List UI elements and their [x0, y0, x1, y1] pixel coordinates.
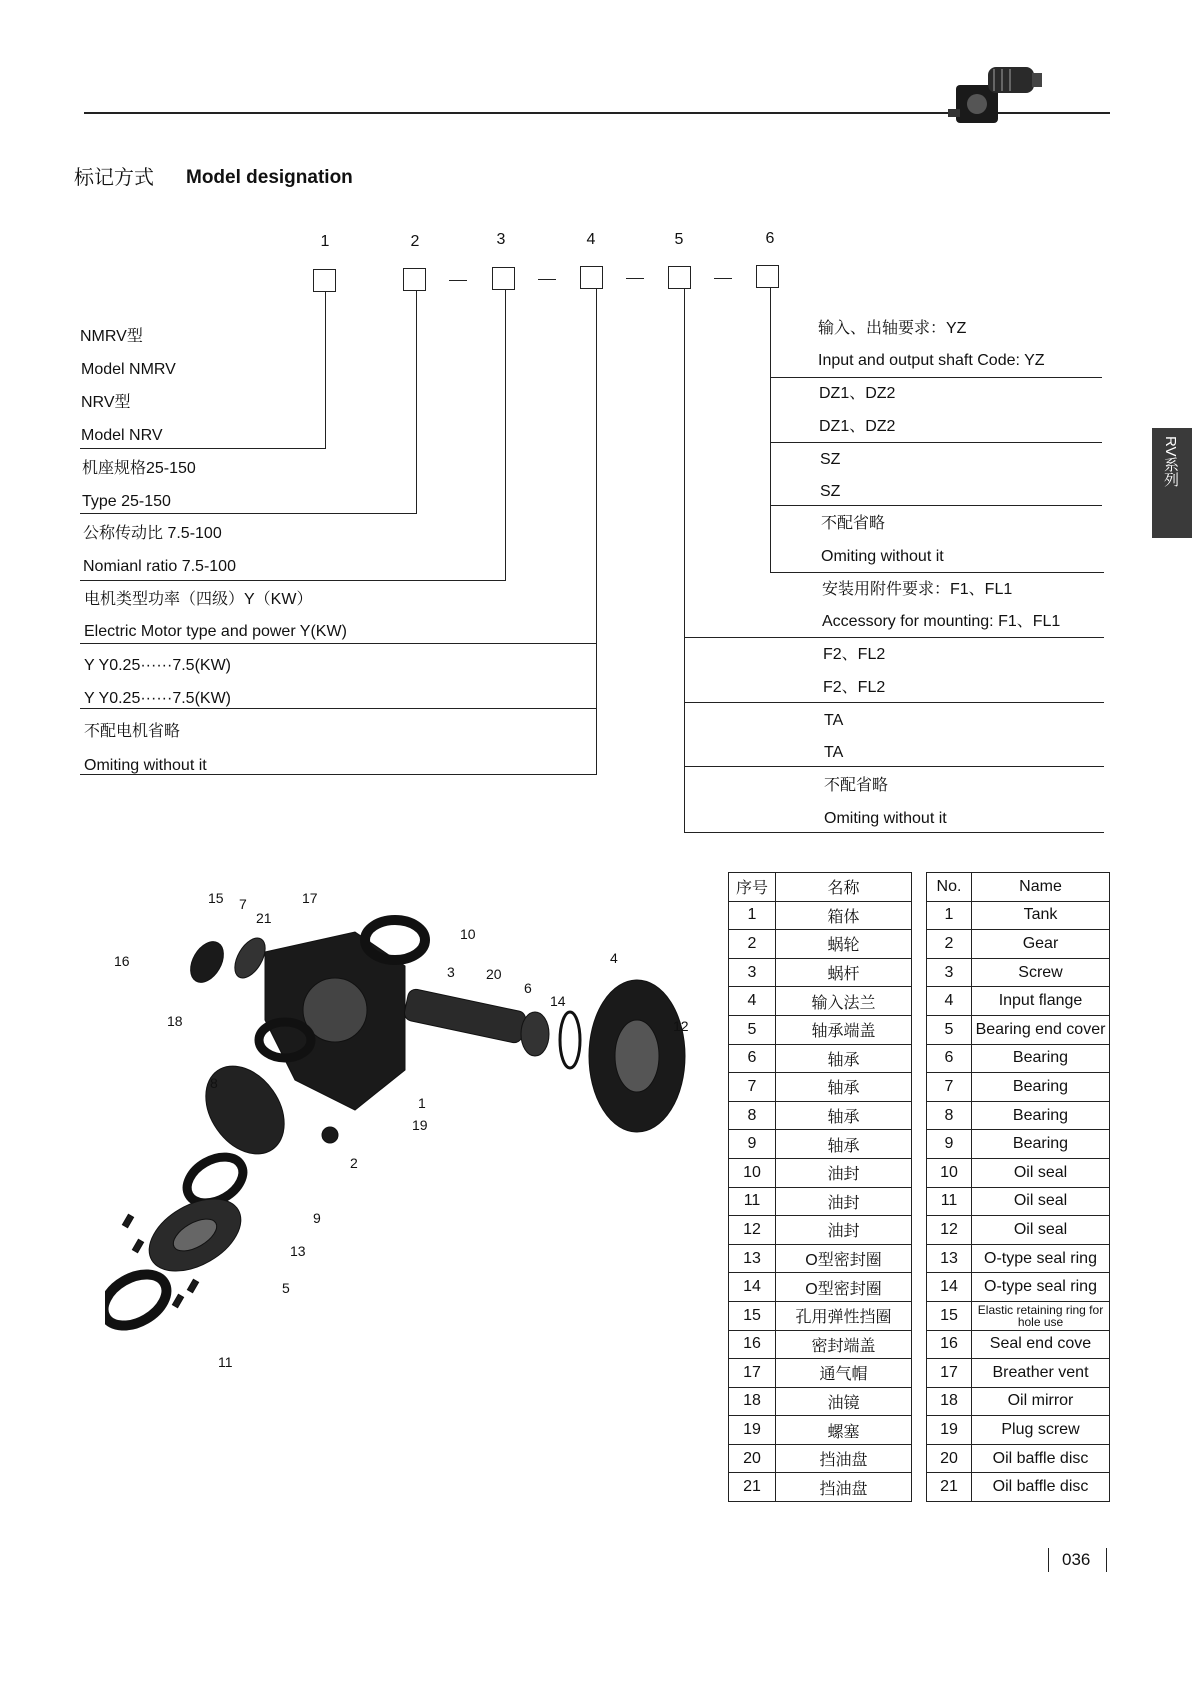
part-number-cell: 21: [729, 1473, 776, 1502]
part-number-cell: 6: [729, 1044, 776, 1073]
column-header: Name: [972, 873, 1110, 902]
part-number-cell: 5: [729, 1015, 776, 1044]
part-number-cell: 9: [927, 1130, 972, 1159]
part-name-cell: 输入法兰: [776, 987, 912, 1016]
position-number: 3: [496, 231, 506, 248]
part-number-cell: 20: [729, 1444, 776, 1473]
part-name-cell: 油封: [776, 1187, 912, 1216]
section-title-cn: 标记方式: [74, 167, 154, 189]
part-number-cell: 17: [729, 1359, 776, 1388]
table-row: [927, 1015, 1110, 1044]
part-number-cell: 16: [729, 1330, 776, 1359]
part-number-cell: 10: [729, 1158, 776, 1187]
separator-dash: [538, 279, 556, 280]
callout-label: 11: [218, 1354, 233, 1370]
part-name-cell: 挡油盘: [776, 1444, 912, 1473]
part-number-cell: 14: [729, 1273, 776, 1302]
part-name-cell: Bearing end cover: [972, 1015, 1110, 1044]
callout-label: 2: [350, 1155, 358, 1171]
left-item-en: Model NMRV: [81, 361, 176, 378]
callout-label: 20: [486, 966, 502, 982]
table-row: [927, 1273, 1110, 1302]
part-name-cell: Oil mirror: [972, 1387, 1110, 1416]
left-item-cn: NRV型: [81, 394, 131, 411]
part-number-cell: 13: [729, 1244, 776, 1273]
designation-box-2: [403, 268, 426, 291]
table-row: [729, 1301, 912, 1330]
part-name-cell: Oil seal: [972, 1158, 1110, 1187]
part-number-cell: 21: [927, 1473, 972, 1502]
leader-line-2: [416, 291, 417, 513]
right-item-en: Input and output shaft Code: YZ: [818, 352, 1045, 369]
leader-line-4: [596, 289, 597, 774]
callout-label: 5: [282, 1280, 290, 1296]
part-number-cell: 9: [729, 1130, 776, 1159]
left-item-en: Electric Motor type and power Y(KW): [84, 623, 347, 640]
part-name-cell: O-type seal ring: [972, 1244, 1110, 1273]
callout-label: 9: [313, 1210, 321, 1226]
column-header: 名称: [776, 873, 912, 902]
left-item-en: Y Y0.25······7.5(KW): [84, 690, 231, 707]
table-row: [927, 1187, 1110, 1216]
table-row: [729, 1244, 912, 1273]
table-row: [729, 1073, 912, 1102]
right-item-en: Omiting without it: [821, 548, 944, 565]
callout-label: 4: [610, 950, 618, 966]
part-number-cell: 5: [927, 1015, 972, 1044]
part-name-cell: Elastic retaining ring for hole use: [972, 1301, 1110, 1330]
table-row: [729, 930, 912, 959]
callout-label: 16: [114, 953, 130, 969]
part-number-cell: 4: [927, 987, 972, 1016]
right-item-cn: 安装用附件要求：F1、FL1: [822, 581, 1013, 598]
left-item-cn: 公称传动比 7.5-100: [83, 525, 222, 542]
table-row: [927, 1416, 1110, 1445]
callout-label: 21: [256, 910, 272, 926]
separator-dash: [449, 280, 467, 281]
leader-line-6: [770, 288, 771, 572]
part-name-cell: Seal end cove: [972, 1330, 1110, 1359]
table-row: [927, 1244, 1110, 1273]
part-name-cell: 箱体: [776, 901, 912, 930]
designation-box-3: [492, 267, 515, 290]
part-number-cell: 2: [927, 930, 972, 959]
table-row: [927, 901, 1110, 930]
series-side-tab: [1152, 428, 1192, 538]
designation-box-4: [580, 266, 603, 289]
table-row: [927, 1330, 1110, 1359]
part-number-cell: 2: [729, 930, 776, 959]
part-name-cell: 孔用弹性挡圈: [776, 1301, 912, 1330]
callout-label: 17: [302, 890, 318, 906]
part-name-cell: Plug screw: [972, 1416, 1110, 1445]
table-row: [729, 1158, 912, 1187]
callout-label: 1: [418, 1095, 426, 1111]
table-row: [927, 1130, 1110, 1159]
part-number-cell: 7: [729, 1073, 776, 1102]
callout-label: 14: [550, 993, 566, 1009]
table-row: [927, 1073, 1110, 1102]
designation-box-6: [756, 265, 779, 288]
part-number-cell: 19: [729, 1416, 776, 1445]
right-item-cn: F2、FL2: [823, 646, 886, 663]
table-row: [729, 1187, 912, 1216]
callout-label: 8: [210, 1075, 218, 1091]
part-number-cell: 3: [927, 958, 972, 987]
part-name-cell: 螺塞: [776, 1416, 912, 1445]
part-number-cell: 7: [927, 1073, 972, 1102]
table-row: [729, 1216, 912, 1245]
position-number: 2: [410, 233, 420, 250]
table-row: [927, 1216, 1110, 1245]
right-item-cn: SZ: [820, 451, 841, 468]
part-name-cell: Bearing: [972, 1073, 1110, 1102]
callout-label: 7: [239, 896, 247, 912]
right-item-en: TA: [824, 744, 844, 761]
left-item-cn: Y Y0.25······7.5(KW): [84, 657, 231, 674]
part-number-cell: 6: [927, 1044, 972, 1073]
left-item-en: Type 25-150: [82, 493, 171, 510]
callout-label: 13: [290, 1243, 306, 1259]
part-name-cell: 蜗轮: [776, 930, 912, 959]
designation-box-1: [313, 269, 336, 292]
table-row: [927, 958, 1110, 987]
right-item-cn: 不配省略: [824, 777, 889, 794]
table-row: [729, 1101, 912, 1130]
part-name-cell: Breather vent: [972, 1359, 1110, 1388]
column-header: No.: [927, 873, 972, 902]
right-item-cn: TA: [824, 712, 844, 729]
part-number-cell: 15: [729, 1301, 776, 1330]
table-row: [927, 987, 1110, 1016]
callout-label: 12: [673, 1018, 689, 1034]
part-number-cell: 3: [729, 958, 776, 987]
part-number-cell: 16: [927, 1330, 972, 1359]
right-item-en: DZ1、DZ2: [819, 418, 896, 435]
table-row: [927, 1444, 1110, 1473]
parts-table-en: [926, 872, 1110, 1502]
position-number: 1: [320, 233, 330, 250]
table-row: [729, 1015, 912, 1044]
table-row: [729, 1473, 912, 1502]
part-number-cell: 10: [927, 1158, 972, 1187]
part-number-cell: 11: [927, 1187, 972, 1216]
table-row: [927, 1101, 1110, 1130]
position-number: 6: [765, 230, 775, 247]
page-number: 036: [1062, 1550, 1091, 1569]
part-name-cell: 油封: [776, 1216, 912, 1245]
part-name-cell: 密封端盖: [776, 1330, 912, 1359]
part-number-cell: 13: [927, 1244, 972, 1273]
table-row: [729, 1444, 912, 1473]
table-row: [729, 1044, 912, 1073]
table-row: [927, 1359, 1110, 1388]
separator-dash: [626, 278, 644, 279]
part-name-cell: 油镜: [776, 1387, 912, 1416]
part-name-cell: Screw: [972, 958, 1110, 987]
right-item-cn: DZ1、DZ2: [819, 385, 896, 402]
part-name-cell: Input flange: [972, 987, 1110, 1016]
part-name-cell: 挡油盘: [776, 1473, 912, 1502]
part-name-cell: Oil baffle disc: [972, 1444, 1110, 1473]
part-number-cell: 12: [729, 1216, 776, 1245]
right-item-cn: 输入、出轴要求：YZ: [818, 320, 967, 337]
part-number-cell: 19: [927, 1416, 972, 1445]
part-name-cell: O型密封圈: [776, 1244, 912, 1273]
part-name-cell: Oil seal: [972, 1216, 1110, 1245]
position-number: 5: [674, 231, 684, 248]
table-row: [729, 1330, 912, 1359]
left-item-en: Omiting without it: [84, 757, 207, 774]
part-number-cell: 1: [927, 901, 972, 930]
callout-label: 18: [167, 1013, 183, 1029]
side-tab-label: RV系列: [1162, 436, 1179, 487]
part-number-cell: 20: [927, 1444, 972, 1473]
right-item-en: Accessory for mounting: F1、FL1: [822, 613, 1061, 630]
position-number: 4: [586, 231, 596, 248]
table-header-row: [729, 873, 912, 902]
section-title-en: Model designation: [186, 167, 353, 188]
part-name-cell: Oil seal: [972, 1187, 1110, 1216]
designation-box-5: [668, 266, 691, 289]
part-name-cell: 通气帽: [776, 1359, 912, 1388]
leader-line-5: [684, 289, 685, 833]
right-item-en: F2、FL2: [823, 679, 886, 696]
separator-dash: [714, 278, 732, 279]
callout-label: 10: [460, 926, 476, 942]
part-name-cell: Tank: [972, 901, 1110, 930]
table-row: [729, 958, 912, 987]
left-item-cn: 不配电机省略: [84, 723, 181, 740]
table-row: [927, 1044, 1110, 1073]
part-name-cell: Gear: [972, 930, 1110, 959]
part-number-cell: 14: [927, 1273, 972, 1302]
part-number-cell: 18: [729, 1387, 776, 1416]
table-row: [729, 1387, 912, 1416]
table-header-row: [927, 873, 1110, 902]
parts-table-cn: [728, 872, 912, 1502]
part-name-cell: 轴承: [776, 1044, 912, 1073]
table-row: [927, 930, 1110, 959]
part-number-cell: 15: [927, 1301, 972, 1330]
table-row: [927, 1473, 1110, 1502]
table-row: [729, 1273, 912, 1302]
table-row: [927, 1301, 1110, 1330]
table-row: [729, 987, 912, 1016]
right-item-en: SZ: [820, 483, 841, 500]
part-name-cell: Oil baffle disc: [972, 1473, 1110, 1502]
table-row: [729, 1130, 912, 1159]
left-item-en: Model NRV: [81, 427, 163, 444]
part-name-cell: Bearing: [972, 1101, 1110, 1130]
part-number-cell: 12: [927, 1216, 972, 1245]
part-name-cell: 轴承端盖: [776, 1015, 912, 1044]
column-header: 序号: [729, 873, 776, 902]
left-item-cn: NMRV型: [80, 328, 143, 345]
table-row: [729, 1416, 912, 1445]
left-item-cn: 机座规格25-150: [82, 460, 196, 477]
callout-label: 19: [412, 1117, 428, 1133]
part-number-cell: 8: [729, 1101, 776, 1130]
part-name-cell: O型密封圈: [776, 1273, 912, 1302]
part-number-cell: 4: [729, 987, 776, 1016]
part-name-cell: Bearing: [972, 1044, 1110, 1073]
leader-line-1: [325, 292, 326, 448]
part-number-cell: 18: [927, 1387, 972, 1416]
part-number-cell: 17: [927, 1359, 972, 1388]
part-number-cell: 11: [729, 1187, 776, 1216]
table-row: [729, 901, 912, 930]
part-number-cell: 8: [927, 1101, 972, 1130]
part-name-cell: 蜗杆: [776, 958, 912, 987]
part-name-cell: Bearing: [972, 1130, 1110, 1159]
callout-label: 15: [208, 890, 224, 906]
callout-label: 3: [447, 964, 455, 980]
part-name-cell: 轴承: [776, 1073, 912, 1102]
right-item-en: Omiting without it: [824, 810, 947, 827]
part-name-cell: 轴承: [776, 1130, 912, 1159]
part-name-cell: 油封: [776, 1158, 912, 1187]
leader-line-3: [505, 290, 506, 580]
part-name-cell: 轴承: [776, 1101, 912, 1130]
table-row: [729, 1359, 912, 1388]
left-item-cn: 电机类型功率（四级）Y（KW）: [84, 591, 313, 608]
callout-label: 6: [524, 980, 532, 996]
left-item-en: Nomianl ratio 7.5-100: [83, 558, 236, 575]
table-row: [927, 1158, 1110, 1187]
right-item-cn: 不配省略: [821, 515, 886, 532]
part-number-cell: 1: [729, 901, 776, 930]
gearbox-thumbnail-icon: [948, 55, 1048, 135]
part-name-cell: O-type seal ring: [972, 1273, 1110, 1302]
table-row: [927, 1387, 1110, 1416]
